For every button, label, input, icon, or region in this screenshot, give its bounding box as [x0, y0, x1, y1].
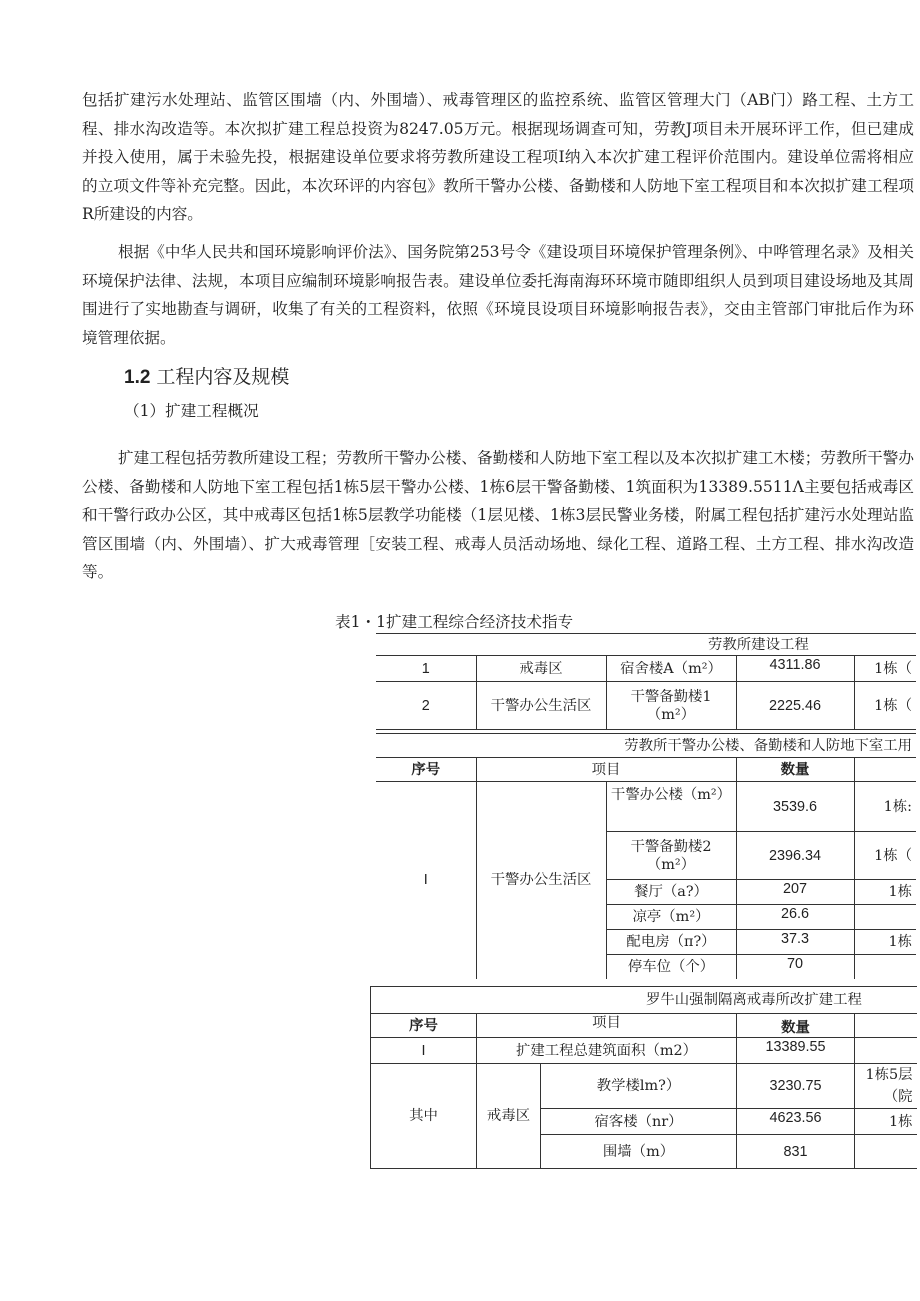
row-note: 1栋（ — [854, 656, 916, 682]
row-note — [854, 955, 916, 979]
row-item: 干警备勤楼2（m²） — [606, 832, 736, 880]
total-number: I — [371, 1038, 477, 1064]
total-item: 扩建工程总建筑面积（m2） — [477, 1038, 737, 1064]
row-item: 凉亭（m²） — [606, 905, 736, 930]
row-note — [855, 1135, 917, 1169]
table-row — [376, 782, 916, 832]
header-number: 序号 — [376, 758, 476, 782]
row-item: 围墙（m） — [541, 1135, 737, 1169]
table-row — [376, 656, 916, 682]
row-number: 2 — [376, 682, 476, 730]
total-quantity: 13389.55 — [737, 1038, 855, 1064]
row-item: 宿舍楼A（m²） — [606, 656, 736, 682]
group-area: 干警办公生活区 — [476, 782, 606, 979]
row-item: 干警备勤楼1（m²） — [606, 682, 736, 730]
table-row — [371, 1038, 917, 1064]
table1-title: 劳教所建设工程 — [376, 634, 916, 656]
header-quantity: 数量 — [737, 1014, 855, 1038]
row-item: 餐厅（a?） — [606, 880, 736, 905]
row-quantity: 831 — [737, 1135, 855, 1169]
row-note: 1栋 — [855, 1109, 917, 1135]
header-item: 项目 — [477, 1014, 737, 1038]
row-quantity: 4623.56 — [737, 1109, 855, 1135]
row-note-line1: 1栋5层 — [865, 1067, 913, 1083]
row-quantity: 2396.34 — [736, 832, 854, 880]
row-item: 停车位（个） — [606, 955, 736, 979]
row-number: 1 — [376, 656, 476, 682]
section-title: 工程内容及规模 — [156, 366, 290, 388]
paragraph-3: 扩建工程包括劳教所建设工程；劳教所干警办公楼、备勤楼和人防地下室工程以及本次拟扩建工木楼；劳教所干警办公楼、备勤楼和人防地下室工程包括1栋5层干警办公楼、1栋6层干警备勤楼、1筑面积为13389.5511Λ主要包括戒毒区和干警行政办公区，其中戒毒区包括1栋5层教学功能楼（1层见楼、1栋3层民警业务楼，附属工程包括扩建污水处理站监管区围墙（内、外围墙）、扩大戒毒管理［安装工程、戒毒人员活动场地、绿化工程、道路工程、土方工程、排水沟改造等。 — [82, 449, 914, 582]
table-rehab-center-expansion — [370, 986, 917, 1169]
row-note: 1栋: — [854, 782, 916, 832]
row-quantity: 70 — [736, 955, 854, 979]
row-note: 1栋 — [854, 930, 916, 955]
row-note-line2: （院 — [883, 1089, 913, 1105]
table-police-office-buildings — [376, 733, 916, 979]
header-number: 序号 — [371, 1014, 477, 1038]
row-quantity: 26.6 — [736, 905, 854, 930]
table-caption: 表1・1扩建工程综合经济技术指专 — [335, 613, 574, 631]
table3-title: 罗牛山强制隔离戒毒所改扩建工程 — [371, 987, 917, 1014]
section-heading — [124, 364, 289, 391]
row-item: 教学楼lm?） — [541, 1064, 737, 1109]
row-note — [855, 1064, 917, 1109]
table2-title: 劳教所干警办公楼、备勤楼和人防地下室工用 — [376, 734, 916, 758]
group-number: I — [376, 782, 476, 979]
paragraph-2: 根据《中华人民共和国环境影响评价法》、国务院第253号令《建设项目环境保护管理条例》、中哗管理名录》及相关环境保护法律、法规，本项目应编制环境影响报告表。建设单位委托海南海环环境市随即组织人员到项目建设场地及其周围进行了实地勘查与调研，收集了有关的工程资料，依照《环境艮设项目环境影响报告表》，交由主管部门审批后作为环境管理依据。 — [82, 243, 914, 347]
row-quantity: 2225.46 — [736, 682, 854, 730]
row-item: 配电房（π?） — [606, 930, 736, 955]
row-quantity: 37.3 — [736, 930, 854, 955]
row-quantity: 3539.6 — [736, 782, 854, 832]
table-header-row — [371, 1014, 917, 1038]
table-row — [371, 1064, 917, 1109]
row-note — [854, 905, 916, 930]
section-number: 1.2 — [124, 367, 151, 388]
table-header-row — [376, 758, 916, 782]
header-quantity: 数量 — [736, 758, 854, 782]
row-note: 1栋（ — [854, 682, 916, 730]
row-quantity: 4311.86 — [736, 656, 854, 682]
row-quantity: 207 — [736, 880, 854, 905]
row-item: 干警办公楼（m²） — [606, 782, 736, 832]
group-label: 其中 — [371, 1064, 477, 1169]
header-item: 项目 — [476, 758, 736, 782]
group-area: 戒毒区 — [477, 1064, 541, 1169]
row-area: 戒毒区 — [476, 656, 606, 682]
row-note: 1栋 — [854, 880, 916, 905]
paragraph-1: 包括扩建污水处理站、监管区围墙（内、外围墙）、戒毒管理区的监控系统、监管区管理大门（AB门）路工程、土方工程、排水沟改造等。本次拟扩建工程总投资为8247.05万元。根据现场调查可知，劳教J项目未开展环评工作，但已建成并投入使用，属于未验先投，根据建设单位要求将劳教所建设工程项I纳入本次扩建工程评价范围内。建设单位需将相应的立项文件等补充完整。因此，本次环评的内容包》教所干警办公楼、备勤楼和人防地下室工程项目和本次拟扩建工程项R所建设的内容。 — [82, 91, 914, 224]
row-quantity: 3230.75 — [737, 1064, 855, 1109]
subsection-heading: （1）扩建工程概况 — [124, 402, 259, 420]
table-row — [376, 682, 916, 730]
table-labor-camp-construction — [376, 633, 916, 730]
row-area: 干警办公生活区 — [476, 682, 606, 730]
row-item: 宿客楼（nr） — [541, 1109, 737, 1135]
row-note: 1栋（ — [854, 832, 916, 880]
